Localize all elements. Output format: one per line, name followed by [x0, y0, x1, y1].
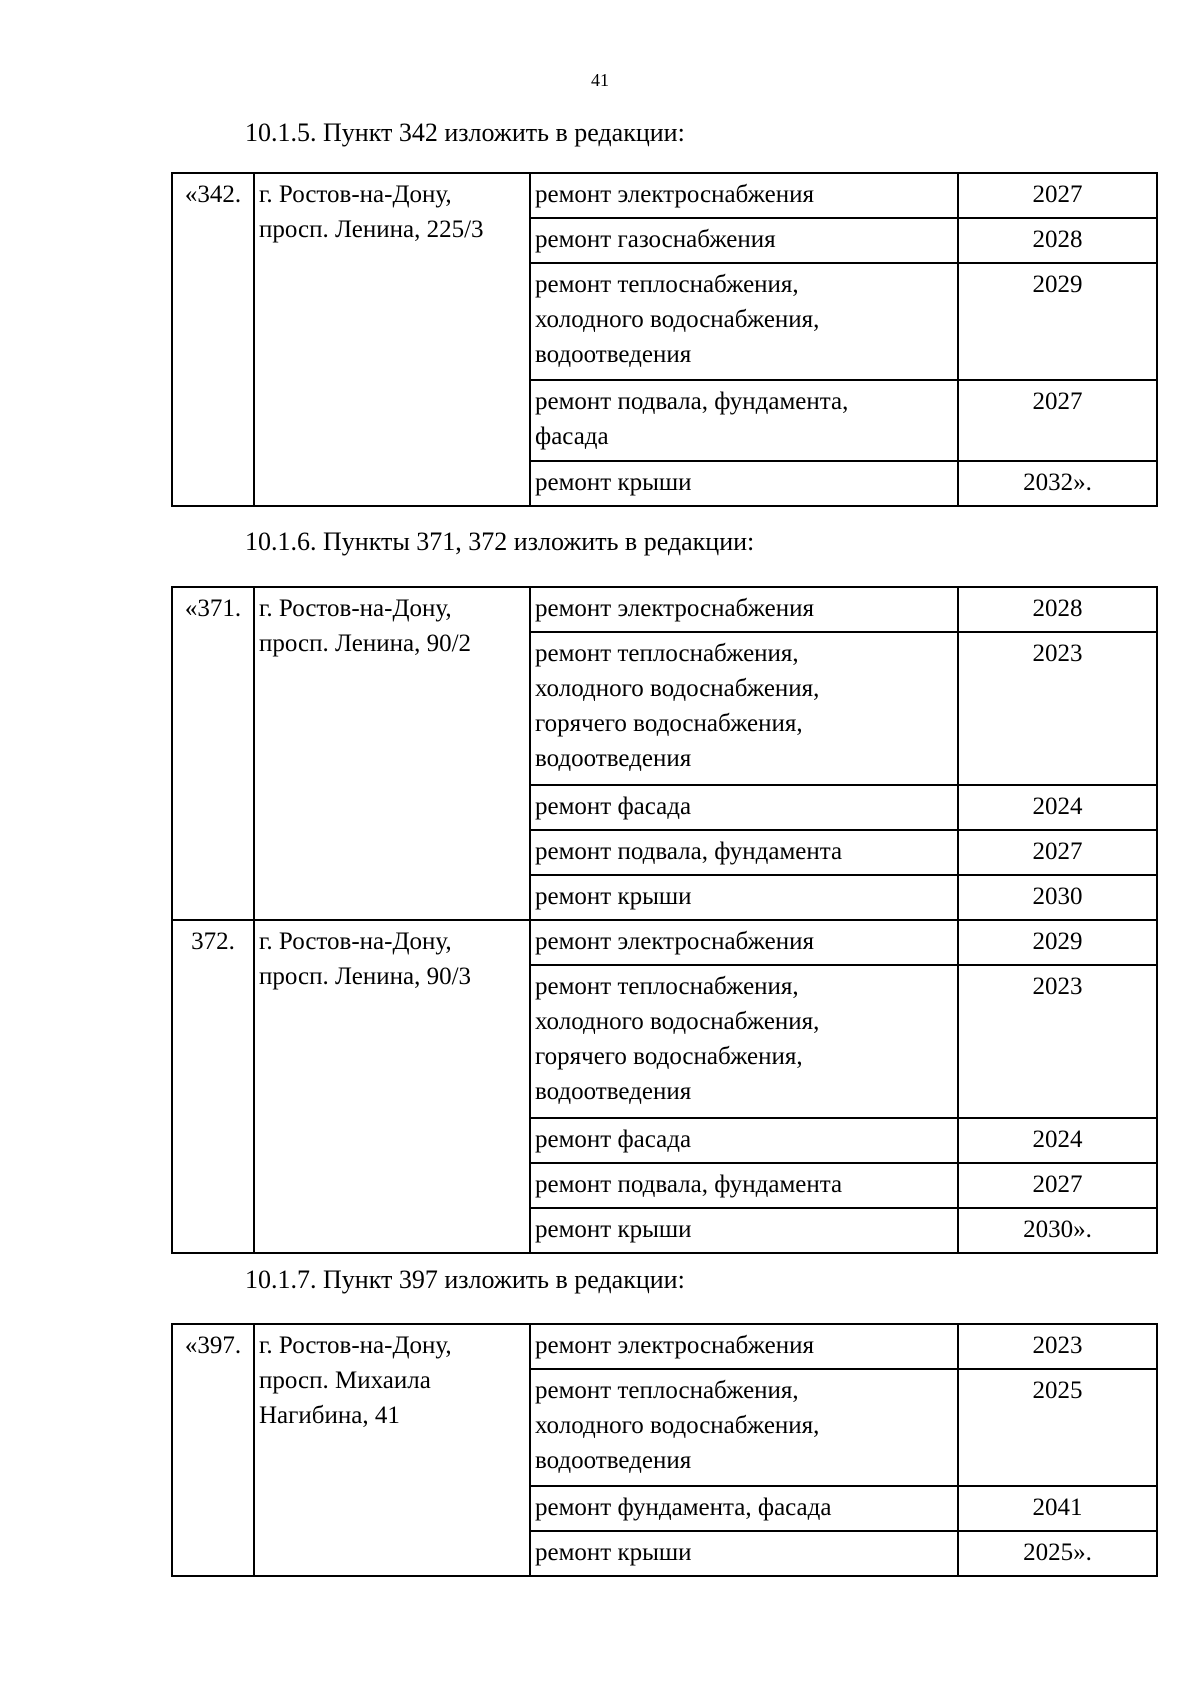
work-line: ремонт крыши: [535, 469, 692, 496]
work-type: [530, 1324, 958, 1369]
work-type: [530, 785, 958, 830]
item-address: [254, 1324, 530, 1576]
work-line: холодного водоснабжения,: [535, 1008, 820, 1035]
work-type: [530, 875, 958, 920]
work-type: [530, 1208, 958, 1253]
work-line: холодного водоснабжения,: [535, 675, 820, 702]
work-year: 2024: [958, 1118, 1157, 1163]
work-year: 2027: [958, 1163, 1157, 1208]
work-type: [530, 380, 958, 461]
item-address: [254, 587, 530, 920]
address-line: Нагибина, 41: [259, 1402, 400, 1429]
item-number: «342.: [172, 173, 254, 506]
repair-table: [171, 1323, 1158, 1577]
work-year: 2023: [958, 632, 1157, 785]
work-type: [530, 1531, 958, 1576]
work-line: фасада: [535, 423, 609, 450]
work-line: водоотведения: [535, 1447, 692, 1474]
work-line: ремонт газоснабжения: [535, 226, 776, 253]
work-line: холодного водоснабжения,: [535, 306, 820, 333]
work-year: 2028: [958, 218, 1157, 263]
work-year: 2028: [958, 587, 1157, 632]
work-year: 2032».: [958, 461, 1157, 506]
work-line: ремонт теплоснабжения,: [535, 271, 799, 298]
work-year: 2030: [958, 875, 1157, 920]
work-type: [530, 1369, 958, 1486]
work-type: [530, 965, 958, 1118]
repair-table: [171, 586, 1158, 1254]
work-year: 2025».: [958, 1531, 1157, 1576]
work-line: горячего водоснабжения,: [535, 1043, 803, 1070]
address-line: г. Ростов-на-Дону,: [259, 928, 452, 955]
work-line: ремонт крыши: [535, 1216, 692, 1243]
work-year: 2029: [958, 920, 1157, 965]
work-type: [530, 830, 958, 875]
section-heading: 10.1.6. Пункты 371, 372 изложить в редакции:: [245, 527, 755, 556]
item-number: «371.: [172, 587, 254, 920]
work-type: [530, 173, 958, 218]
address-line: просп. Ленина, 225/3: [259, 216, 484, 243]
work-line: ремонт теплоснабжения,: [535, 973, 799, 1000]
work-year: 2030».: [958, 1208, 1157, 1253]
page-number: 41: [591, 70, 609, 90]
item-address: [254, 173, 530, 506]
work-line: водоотведения: [535, 341, 692, 368]
work-line: ремонт подвала, фундамента: [535, 1171, 843, 1198]
work-type: [530, 632, 958, 785]
address-line: просп. Михаила: [259, 1367, 431, 1394]
work-year: 2023: [958, 965, 1157, 1118]
work-type: [530, 1486, 958, 1531]
repair-table: [171, 172, 1158, 507]
work-line: ремонт крыши: [535, 1539, 692, 1566]
work-line: ремонт фасада: [535, 793, 692, 820]
work-line: ремонт крыши: [535, 883, 692, 910]
section-heading: 10.1.5. Пункт 342 изложить в редакции:: [245, 118, 685, 147]
work-type: [530, 587, 958, 632]
work-year: 2029: [958, 263, 1157, 380]
work-line: ремонт подвала, фундамента: [535, 838, 843, 865]
work-line: ремонт фундамента, фасада: [535, 1494, 832, 1521]
work-type: [530, 1118, 958, 1163]
work-line: ремонт электроснабжения: [535, 928, 814, 955]
address-line: просп. Ленина, 90/2: [259, 630, 472, 657]
address-line: г. Ростов-на-Дону,: [259, 1332, 452, 1359]
work-line: ремонт теплоснабжения,: [535, 640, 799, 667]
work-year: 2023: [958, 1324, 1157, 1369]
item-number: «397.: [172, 1324, 254, 1576]
item-number: 372.: [172, 920, 254, 1253]
work-line: ремонт электроснабжения: [535, 1332, 814, 1359]
work-line: водоотведения: [535, 745, 692, 772]
work-line: ремонт электроснабжения: [535, 595, 814, 622]
section-heading: 10.1.7. Пункт 397 изложить в редакции:: [245, 1265, 685, 1294]
work-line: ремонт фасада: [535, 1126, 692, 1153]
address-line: г. Ростов-на-Дону,: [259, 595, 452, 622]
work-year: 2024: [958, 785, 1157, 830]
work-type: [530, 920, 958, 965]
work-type: [530, 461, 958, 506]
work-line: водоотведения: [535, 1078, 692, 1105]
work-line: холодного водоснабжения,: [535, 1412, 820, 1439]
work-year: 2041: [958, 1486, 1157, 1531]
item-address: [254, 920, 530, 1253]
work-type: [530, 263, 958, 380]
work-type: [530, 1163, 958, 1208]
address-line: просп. Ленина, 90/3: [259, 963, 472, 990]
work-year: 2027: [958, 380, 1157, 461]
address-line: г. Ростов-на-Дону,: [259, 181, 452, 208]
work-year: 2025: [958, 1369, 1157, 1486]
work-year: 2027: [958, 830, 1157, 875]
work-line: горячего водоснабжения,: [535, 710, 803, 737]
work-type: [530, 218, 958, 263]
work-year: 2027: [958, 173, 1157, 218]
work-line: ремонт подвала, фундамента,: [535, 388, 849, 415]
work-line: ремонт теплоснабжения,: [535, 1377, 799, 1404]
work-line: ремонт электроснабжения: [535, 181, 814, 208]
